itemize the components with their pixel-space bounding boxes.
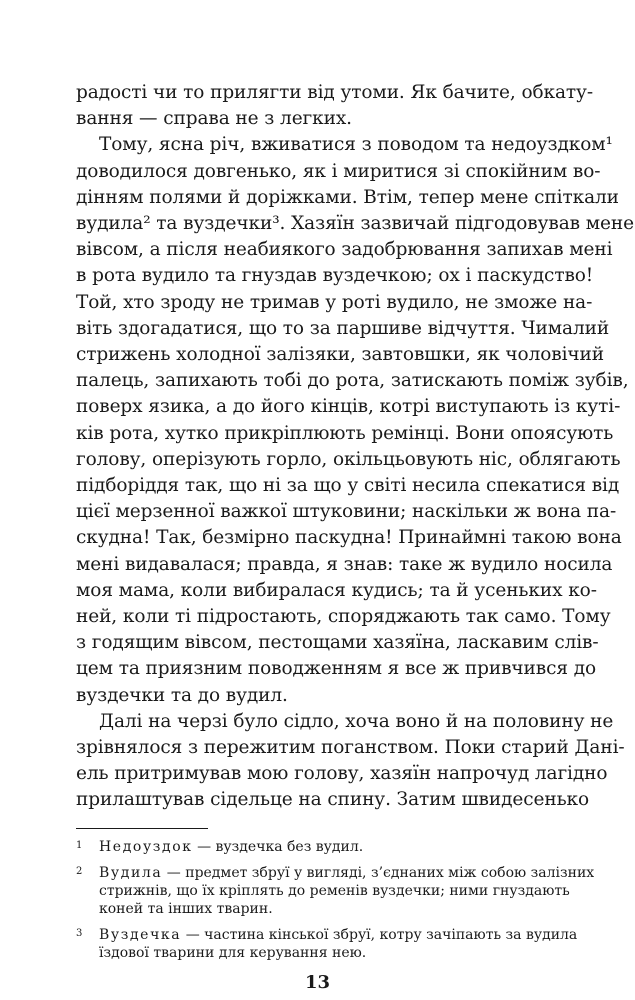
footnote-term: Недоуздок: [99, 838, 193, 855]
footnote-line: стрижнів, що їх кріплять до ременів вуздечки; ними гнуздають: [99, 882, 570, 899]
body-line: ків рота, хутко прикріплюють ремінці. Вони опоясують: [76, 422, 614, 444]
footnote-number: 1: [76, 839, 83, 851]
footnote-line: коней та інших тварин.: [99, 900, 273, 917]
body-line: підборіддя так, що ні за що у світі несила спекатися від: [76, 475, 620, 496]
footnote-divider: [76, 828, 208, 829]
footnote-number: 3: [76, 927, 83, 939]
body-line: дінням полями й доріжками. Втім, тепер мене спіткали: [76, 186, 619, 208]
body-line: доводилося довгенько, як і миритися зі спокійним во-: [76, 160, 601, 182]
body-line: з годящим вівсом, пестощами хазяїна, ласкавим слів-: [76, 632, 599, 654]
footnote-line: [99, 864, 595, 882]
body-line: Той, хто зроду не тримав у роті вудило, не зможе на-: [76, 291, 593, 313]
body-line: стрижень холодної залізяки, завтовшки, як чоловічий: [76, 344, 605, 365]
body-line: вудила² та вуздечки³. Хазяїн зазвичай підгодовував мене: [76, 213, 634, 234]
body-line: прилаштував сідельце на спину. Затим швидесенько: [76, 789, 590, 811]
body-line: скудна! Так, безмірно паскудна! Принаймні такою вона: [76, 527, 622, 549]
body-line: зрівнялося з пережитим поганством. Поки старий Дані-: [76, 737, 625, 758]
body-line: вання — справа не з легких.: [76, 108, 352, 130]
footnote-term: Вудила: [99, 864, 163, 881]
footnote-line: [99, 926, 578, 944]
body-line: в рота вудило та гнуздав вуздечкою; ох і паскудство!: [76, 265, 594, 287]
body-line: мені видавалася; правда, я знав: таке ж вудило носила: [76, 553, 613, 575]
footnote-text: — вуздечка без вудил.: [197, 838, 364, 855]
body-line: вуздечки та до вудил.: [76, 684, 288, 706]
footnote-term: Вуздечка: [99, 926, 182, 943]
body-line: ней, коли ті підростають, споряджають так само. Тому: [76, 606, 611, 627]
body-line: вівсом, а після неабиякого задобрювання запихав мені: [76, 239, 613, 261]
footnote-text: — частина кінської збруї, котру зачіпають за вудила: [185, 926, 578, 943]
body-line: віть здогадатися, що то за паршиве відчуття. Чималий: [76, 317, 610, 339]
body-line: палець, запихають тобі до рота, затискають поміж зубів,: [76, 370, 629, 392]
body-line: цем та приязним поводженням я все ж привчився до: [76, 658, 597, 680]
footnote-text: — предмет збруї у вигляді, з’єднаних між собою залізних: [166, 864, 595, 881]
footnote-line: [99, 838, 558, 856]
body-line: поверх язика, а до його кінців, котрі виступають із куті-: [76, 396, 621, 418]
page-number: 13: [304, 972, 331, 993]
footnote-number: 2: [76, 865, 83, 877]
body-line: голову, оперізують горло, окільцьовують ніс, облягають: [76, 448, 621, 470]
footnote-line: їздової тварини для керування нею.: [99, 944, 367, 961]
body-line: Тому, ясна річ, вживатися з поводом та недоуздком¹: [99, 134, 613, 156]
body-line: моя мама, коли вибиралася кудись; та й усеньких ко-: [76, 579, 597, 601]
body-line: радості чи то прилягти від утоми. Як бачите, обкату-: [76, 82, 593, 103]
body-line: Далі на черзі було сідло, хоча воно й на половину не: [99, 710, 614, 732]
body-line: ель притримував мою голову, хазяїн напрочуд лагідно: [76, 763, 608, 785]
body-line: цієї мерзенної важкої штуковини; наскільки ж вона па-: [76, 501, 617, 523]
